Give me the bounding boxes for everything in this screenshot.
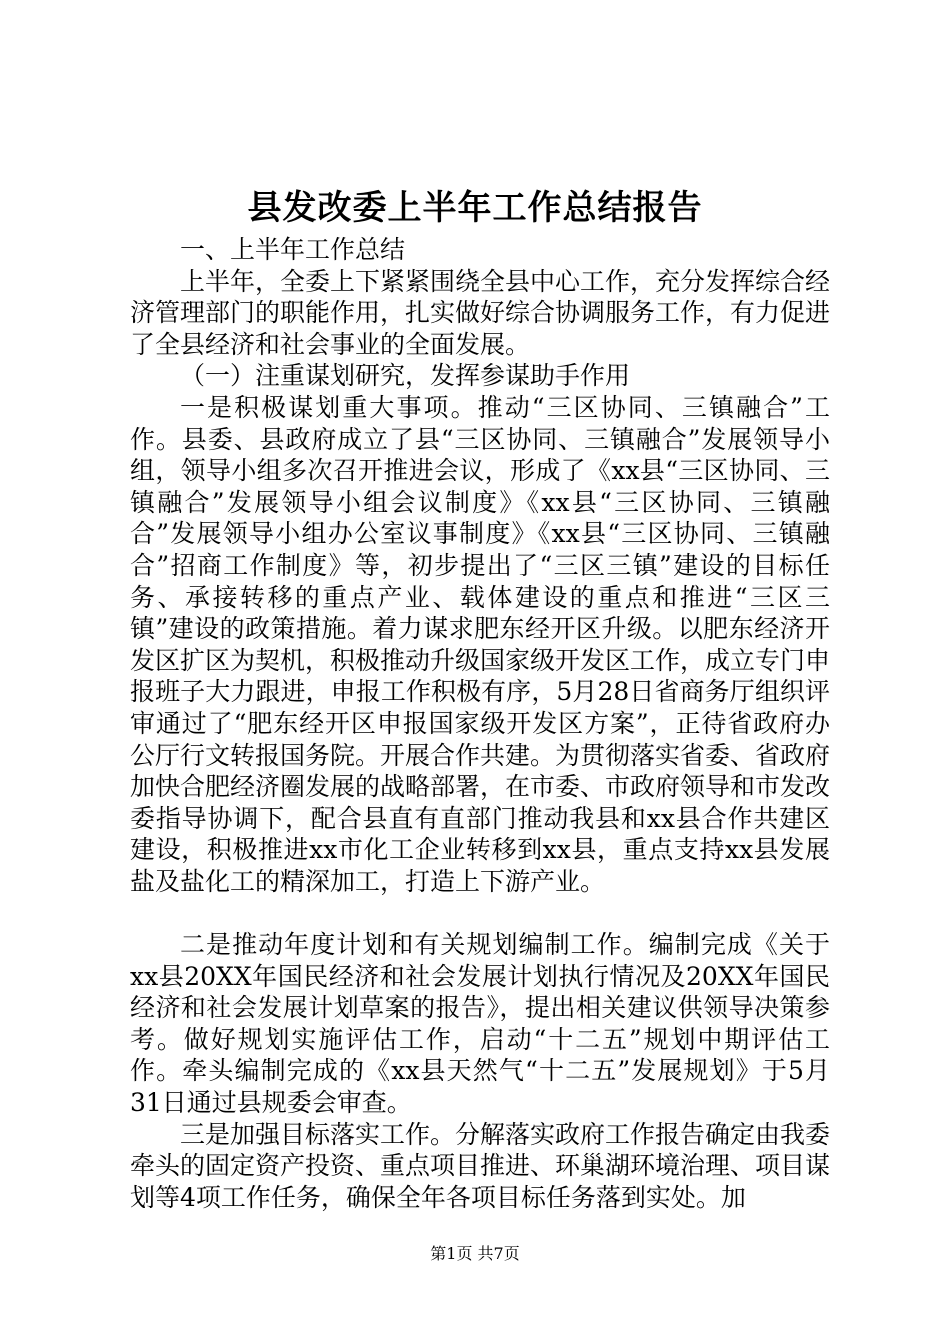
paragraph: 一是积极谋划重大事项。推动“三区协同、三镇融合”工作。县委、县政府成立了县“三区协同、三镇融合”发展领导小组，领导小组多次召开推进会议，形成了《xx县“三区协同、三镇融合”发展领导小组会议制度》《xx县“三区协同、三镇融合”发展领导小组办公室议事制度》《xx县“三区协同、三镇融合”招商工作制度》等，初步提出了“三区三镇”建设的目标任务、承接转移的重点产业、载体建设的重点和推进“三区三镇”建设的政策措施。着力谋求肥东经开区升级。以肥东经济开发区扩区为契机，积极推动升级国家级开发区工作，成立专门申报班子大力跟进，申报工作积极有序，5月28日省商务厅组织评审通过了“肥东经开区申报国家级开发区方案”，正待省政府办公厅行文转报国务院。开展合作共建。为贯彻落实省委、省政府加快合肥经济圈发展的战略部署，在市委、市政府领导和市发改委指导协调下，配合县直有直部门推动我县和xx县合作共建区建设，积极推进xx市化工企业转移到xx县，重点支持xx县发展盐及盐化工的精深加工，打造上下游产业。 [130, 392, 831, 896]
page-number-footer: 第1页 共7页 [430, 1244, 520, 1263]
paragraph: 二是推动年度计划和有关规划编制工作。编制完成《关于xx县20XX年国民经济和社会发展计划执行情况及20XX年国民经济和社会发展计划草案的报告》，提出相关建议供领导决策参考。做好规划实施评估工作，启动“十二五”规划中期评估工作。牵头编制完成的《xx县天然气“十二五”发展规划》于5月31日通过县规委会审查。 [130, 930, 830, 1118]
document-body [130, 234, 830, 1213]
section-heading: 一、上半年工作总结 [180, 235, 406, 264]
subsection-heading: （一）注重谋划研究，发挥参谋助手作用 [180, 361, 631, 391]
paragraph: 三是加强目标落实工作。分解落实政府工作报告确定由我委牵头的固定资产投资、重点项目推进、环巢湖环境治理、项目谋划等4项工作任务，确保全年各项目标任务落到实处。加 [130, 1119, 831, 1212]
document-title: 县发改委上半年工作总结报告 [247, 188, 703, 228]
paragraph: 上半年，全委上下紧紧围绕全县中心工作，充分发挥综合经济管理部门的职能作用，扎实做好综合协调服务工作，有力促进了全县经济和社会事业的全面发展。 [130, 266, 831, 359]
